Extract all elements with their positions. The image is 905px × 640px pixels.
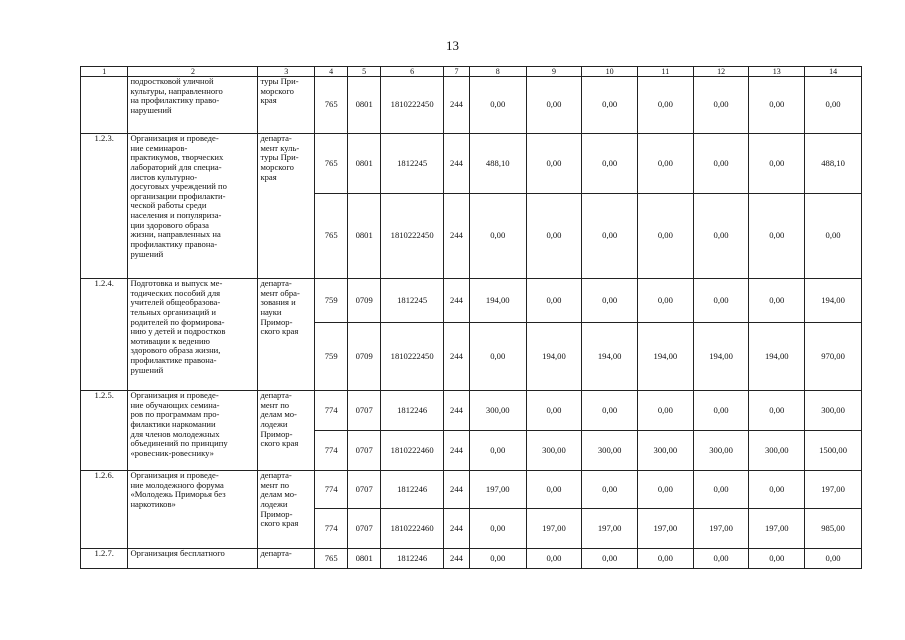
table-row <box>81 279 862 323</box>
value-cell: 759 <box>315 323 348 391</box>
value-cell: 0709 <box>348 323 381 391</box>
page-number: 13 <box>446 38 459 53</box>
value-cell: 0,00 <box>693 194 749 279</box>
value-cell: 0,00 <box>638 391 694 431</box>
value-cell: 0,00 <box>582 194 638 279</box>
value-cell: 0,00 <box>638 279 694 323</box>
value-cell: 197,00 <box>638 509 694 549</box>
value-cell: 197,00 <box>805 471 862 509</box>
value-cell: 0,00 <box>638 134 694 194</box>
value-cell: 300,00 <box>693 431 749 471</box>
value-cell: 300,00 <box>526 431 582 471</box>
value-cell: 244 <box>444 279 470 323</box>
activity-name-cell: Организация и проведе- ние семинаров- практикумов, творческих лабораторий для специа- листов культурно- досуговых учреждений по организации профилакти- ческой работы среди населения и популяриза- ции здорового образа жизни, направленных на профилактику правона- рушений <box>128 134 258 279</box>
header-cell: 3 <box>258 67 315 77</box>
responsible-dept-cell: департа- мент обра- зования и науки Примор- ского края <box>258 279 315 391</box>
value-cell: 0,00 <box>582 134 638 194</box>
header-cell: 1 <box>81 67 128 77</box>
value-cell: 0,00 <box>693 279 749 323</box>
value-cell: 0801 <box>348 549 381 569</box>
value-cell: 0,00 <box>469 323 526 391</box>
responsible-dept-cell: департа- мент куль- туры При- морского края <box>258 134 315 279</box>
value-cell: 244 <box>444 323 470 391</box>
value-cell: 1810222460 <box>381 509 444 549</box>
value-cell: 0,00 <box>526 279 582 323</box>
header-row <box>81 67 862 77</box>
value-cell: 244 <box>444 471 470 509</box>
value-cell: 0,00 <box>526 194 582 279</box>
value-cell: 1812246 <box>381 391 444 431</box>
header-cell: 9 <box>526 67 582 77</box>
value-cell: 488,10 <box>469 134 526 194</box>
header-cell: 12 <box>693 67 749 77</box>
value-cell: 0,00 <box>526 549 582 569</box>
value-cell: 0,00 <box>638 77 694 134</box>
value-cell: 0,00 <box>582 471 638 509</box>
value-cell: 0,00 <box>638 194 694 279</box>
value-cell: 765 <box>315 77 348 134</box>
header-cell: 13 <box>749 67 805 77</box>
value-cell: 1810222450 <box>381 323 444 391</box>
value-cell: 194,00 <box>693 323 749 391</box>
value-cell: 0,00 <box>526 391 582 431</box>
value-cell: 0,00 <box>693 391 749 431</box>
value-cell: 1810222450 <box>381 77 444 134</box>
value-cell: 0,00 <box>526 77 582 134</box>
value-cell: 194,00 <box>805 279 862 323</box>
table-body <box>81 67 862 569</box>
value-cell: 244 <box>444 77 470 134</box>
value-cell: 0707 <box>348 509 381 549</box>
value-cell: 0,00 <box>805 77 862 134</box>
value-cell: 1810222460 <box>381 431 444 471</box>
value-cell: 985,00 <box>805 509 862 549</box>
value-cell: 0801 <box>348 194 381 279</box>
table-row <box>81 134 862 194</box>
value-cell: 0,00 <box>469 431 526 471</box>
activity-name-cell: Организация и проведе- ние молодежного форума «Молодежь Приморья без наркотиков» <box>128 471 258 549</box>
value-cell: 194,00 <box>638 323 694 391</box>
value-cell: 0,00 <box>469 194 526 279</box>
header-cell: 2 <box>128 67 258 77</box>
value-cell: 194,00 <box>469 279 526 323</box>
value-cell: 1500,00 <box>805 431 862 471</box>
value-cell: 0,00 <box>749 391 805 431</box>
value-cell: 0,00 <box>805 194 862 279</box>
item-number-cell: 1.2.5. <box>81 391 128 471</box>
responsible-dept-cell: департа- мент по делам мо- лодежи Примор- ского края <box>258 471 315 549</box>
header-cell: 14 <box>805 67 862 77</box>
value-cell: 0,00 <box>582 549 638 569</box>
responsible-dept-cell: туры При- морского края <box>258 77 315 134</box>
value-cell: 0,00 <box>749 549 805 569</box>
activity-name-cell: Подготовка и выпуск ме- тодических пособий для учителей общеобразова- тельных организаций и родителей по формирова- нию у детей и подростков мотивации к ведению здорового образа жизни, профилактике правона- рушений <box>128 279 258 391</box>
item-number-cell: 1.2.6. <box>81 471 128 549</box>
value-cell: 1810222450 <box>381 194 444 279</box>
value-cell: 0,00 <box>749 134 805 194</box>
value-cell: 197,00 <box>526 509 582 549</box>
value-cell: 0,00 <box>749 77 805 134</box>
value-cell: 244 <box>444 549 470 569</box>
item-number-cell: 1.2.3. <box>81 134 128 279</box>
value-cell: 300,00 <box>805 391 862 431</box>
value-cell: 0,00 <box>693 549 749 569</box>
responsible-dept-cell: департа- <box>258 549 315 569</box>
item-number-cell <box>81 77 128 134</box>
value-cell: 765 <box>315 194 348 279</box>
value-cell: 0,00 <box>693 77 749 134</box>
value-cell: 759 <box>315 279 348 323</box>
value-cell: 1812246 <box>381 549 444 569</box>
value-cell: 0,00 <box>749 279 805 323</box>
value-cell: 0707 <box>348 391 381 431</box>
value-cell: 774 <box>315 431 348 471</box>
value-cell: 0,00 <box>638 549 694 569</box>
value-cell: 300,00 <box>638 431 694 471</box>
header-cell: 4 <box>315 67 348 77</box>
value-cell: 194,00 <box>526 323 582 391</box>
value-cell: 0,00 <box>693 471 749 509</box>
value-cell: 244 <box>444 509 470 549</box>
value-cell: 0707 <box>348 431 381 471</box>
value-cell: 244 <box>444 134 470 194</box>
value-cell: 197,00 <box>582 509 638 549</box>
value-cell: 765 <box>315 549 348 569</box>
header-cell: 10 <box>582 67 638 77</box>
value-cell: 0709 <box>348 279 381 323</box>
value-cell: 300,00 <box>749 431 805 471</box>
value-cell: 197,00 <box>749 509 805 549</box>
header-cell: 6 <box>381 67 444 77</box>
header-cell: 11 <box>638 67 694 77</box>
activity-name-cell: Организация и проведе- ние обучающих семина- ров по программам про- филактики наркомании для членов молодежных объединений по принципу «ровесник-ровеснику» <box>128 391 258 471</box>
value-cell: 0,00 <box>469 77 526 134</box>
value-cell: 0801 <box>348 77 381 134</box>
value-cell: 300,00 <box>469 391 526 431</box>
value-cell: 1812245 <box>381 279 444 323</box>
value-cell: 197,00 <box>469 471 526 509</box>
value-cell: 194,00 <box>582 323 638 391</box>
value-cell: 1812245 <box>381 134 444 194</box>
value-cell: 970,00 <box>805 323 862 391</box>
value-cell: 774 <box>315 509 348 549</box>
value-cell: 0,00 <box>526 134 582 194</box>
value-cell: 0,00 <box>582 279 638 323</box>
value-cell: 0,00 <box>805 549 862 569</box>
value-cell: 0,00 <box>638 471 694 509</box>
table-row <box>81 549 862 569</box>
value-cell: 0,00 <box>469 549 526 569</box>
item-number-cell: 1.2.4. <box>81 279 128 391</box>
table-row <box>81 391 862 431</box>
value-cell: 244 <box>444 194 470 279</box>
value-cell: 0707 <box>348 471 381 509</box>
header-cell: 8 <box>469 67 526 77</box>
table-row <box>81 77 862 134</box>
responsible-dept-cell: департа- мент по делам мо- лодежи Примор- ского края <box>258 391 315 471</box>
value-cell: 0,00 <box>749 471 805 509</box>
activity-name-cell: подростковой уличной культуры, направленного на профилактику право- нарушений <box>128 77 258 134</box>
value-cell: 765 <box>315 134 348 194</box>
value-cell: 774 <box>315 471 348 509</box>
value-cell: 0,00 <box>526 471 582 509</box>
value-cell: 488,10 <box>805 134 862 194</box>
item-number-cell: 1.2.7. <box>81 549 128 569</box>
budget-table <box>80 66 862 569</box>
value-cell: 194,00 <box>749 323 805 391</box>
value-cell: 0,00 <box>582 77 638 134</box>
header-cell: 7 <box>444 67 470 77</box>
value-cell: 0,00 <box>693 134 749 194</box>
table-row <box>81 471 862 509</box>
value-cell: 244 <box>444 431 470 471</box>
value-cell: 0801 <box>348 134 381 194</box>
value-cell: 0,00 <box>469 509 526 549</box>
value-cell: 197,00 <box>693 509 749 549</box>
activity-name-cell: Организация бесплатного <box>128 549 258 569</box>
value-cell: 300,00 <box>582 431 638 471</box>
value-cell: 0,00 <box>582 391 638 431</box>
value-cell: 0,00 <box>749 194 805 279</box>
value-cell: 1812246 <box>381 471 444 509</box>
value-cell: 244 <box>444 391 470 431</box>
header-cell: 5 <box>348 67 381 77</box>
value-cell: 774 <box>315 391 348 431</box>
